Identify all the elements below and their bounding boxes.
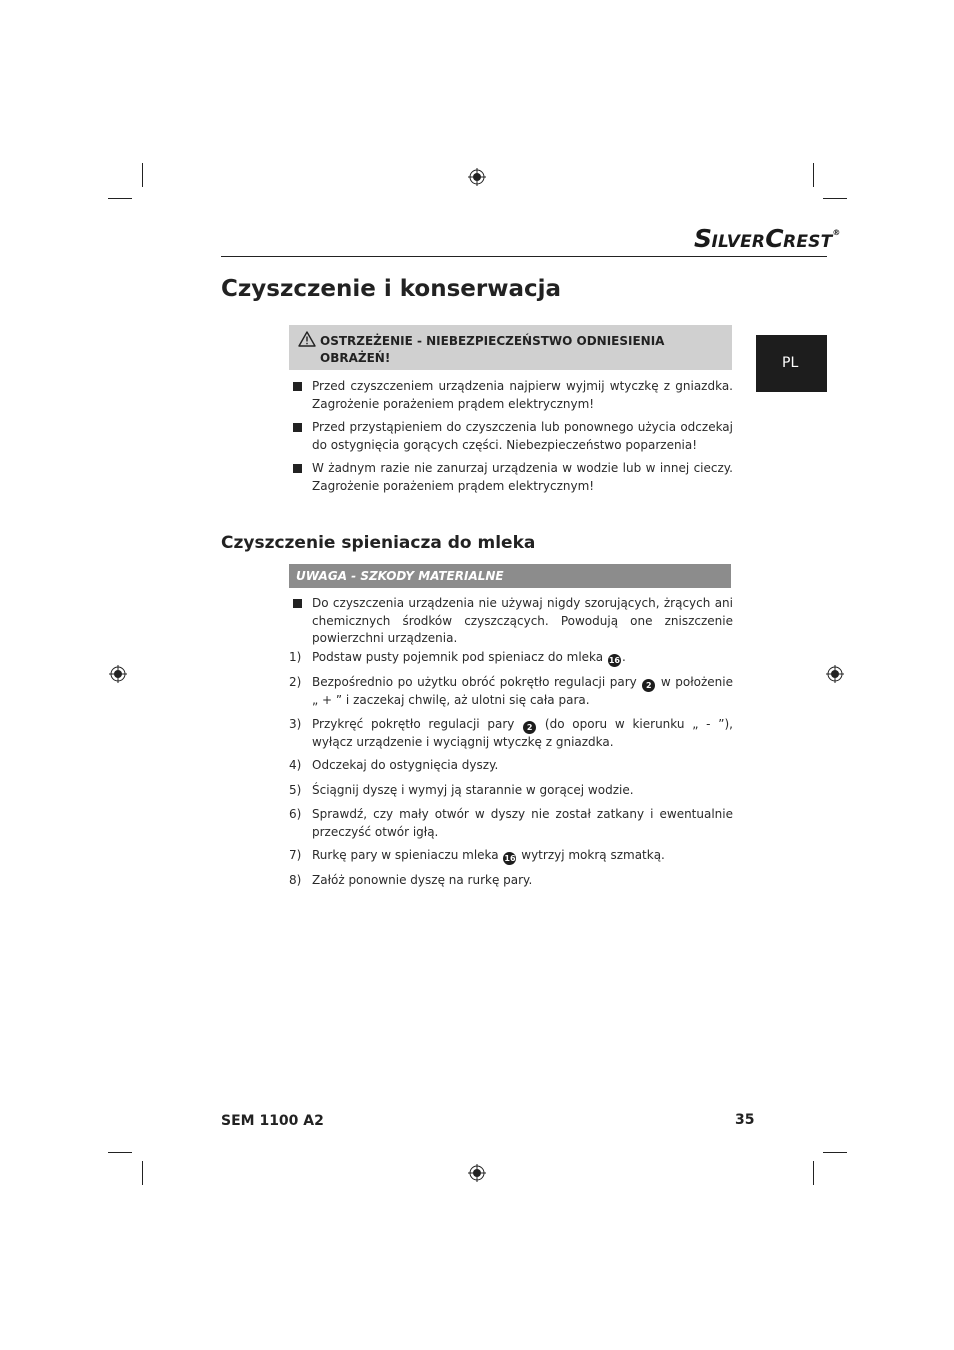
warning-title: OSTRZEŻENIE - NIEBEZPIECZEŃSTWO ODNIESIENIA OBRAŻEŃ!	[320, 334, 665, 365]
model-number: SEM 1100 A2	[221, 1113, 324, 1129]
list-item: Do czyszczenia urządzenia nie używaj nigdy szorujących, żrących ani chemicznych środków czyszczących. Powodują one zniszczenie powierzchni urządzenia.	[293, 595, 733, 648]
reference-number-badge: 16	[608, 656, 620, 665]
step-item: 3) Przykręć pokrętło regulacji pary 2 (do oporu w kierunku „ - ”), wyłącz urządzenie i wyciągnij wtyczkę z gniazdka.	[289, 716, 733, 749]
cleaning-steps	[289, 649, 733, 890]
caution-list	[293, 595, 733, 648]
bullet-square-icon	[293, 382, 302, 391]
crop-mark	[823, 1152, 847, 1153]
section-title: Czyszczenie spieniacza do mleka	[221, 533, 536, 553]
caution-box: UWAGA - SZKODY MATERIALNE	[289, 564, 731, 588]
step-item: 6) Sprawdź, czy mały otwór w dyszy nie został zatkany i ewentualnie przeczyść otwór igłą.	[289, 807, 733, 839]
step-item: 8) Załóż ponownie dyszę na rurkę pary.	[289, 873, 533, 887]
crop-mark	[813, 163, 814, 187]
warning-triangle-icon	[298, 331, 316, 347]
bullet-square-icon	[293, 423, 302, 432]
page-number: 35	[735, 1112, 755, 1128]
reference-number-badge: 2	[642, 679, 655, 692]
bullet-square-icon	[293, 599, 302, 608]
registration-mark-icon	[826, 665, 844, 683]
reference-number-badge: 2	[523, 721, 536, 734]
brand-logo: SILVERCREST®	[694, 224, 841, 253]
registration-mark-icon	[109, 665, 127, 683]
registration-mark-icon	[468, 1164, 486, 1182]
list-item: W żadnym razie nie zanurzaj urządzenia w wodzie lub w innej cieczy. Zagrożenie porażeniem prądem elektrycznym!	[293, 460, 733, 495]
warning-box	[289, 325, 732, 370]
crop-mark	[108, 1152, 132, 1153]
page-title: Czyszczenie i konserwacja	[221, 276, 562, 302]
language-tab: PL	[756, 335, 827, 392]
reference-number-badge: 16	[504, 854, 516, 863]
crop-mark	[108, 198, 132, 199]
list-item: Przed czyszczeniem urządzenia najpierw wyjmij wtyczkę z gniazdka. Zagrożenie porażeniem prądem elektrycznym!	[293, 378, 733, 413]
registration-mark-icon	[468, 168, 486, 186]
warning-list	[293, 378, 733, 495]
crop-mark	[142, 163, 143, 187]
header-divider	[221, 256, 827, 257]
step-item: 7) Rurkę pary w spieniaczu mleka 16 wytrzyj mokrą szmatką.	[289, 848, 665, 863]
crop-mark	[142, 1161, 143, 1185]
step-item: 4) Odczekaj do ostygnięcia dyszy.	[289, 758, 499, 772]
step-item: 2) Bezpośrednio po użytku obróć pokrętło regulacji pary 2 w położenie „ + ” i zaczekaj chwilę, aż ulotni się cała para.	[289, 675, 733, 707]
crop-mark	[823, 198, 847, 199]
bullet-square-icon	[293, 464, 302, 473]
crop-mark	[813, 1161, 814, 1185]
step-item: 5) Ściągnij dyszę i wymyj ją starannie w gorącej wodzie.	[289, 782, 634, 797]
step-item: 1) Podstaw pusty pojemnik pod spieniacz do mleka 16 .	[289, 650, 626, 665]
list-item: Przed przystąpieniem do czyszczenia lub ponownego użycia odczekaj do ostygnięcia gorących części. Niebezpieczeństwo poparzenia!	[293, 419, 733, 454]
